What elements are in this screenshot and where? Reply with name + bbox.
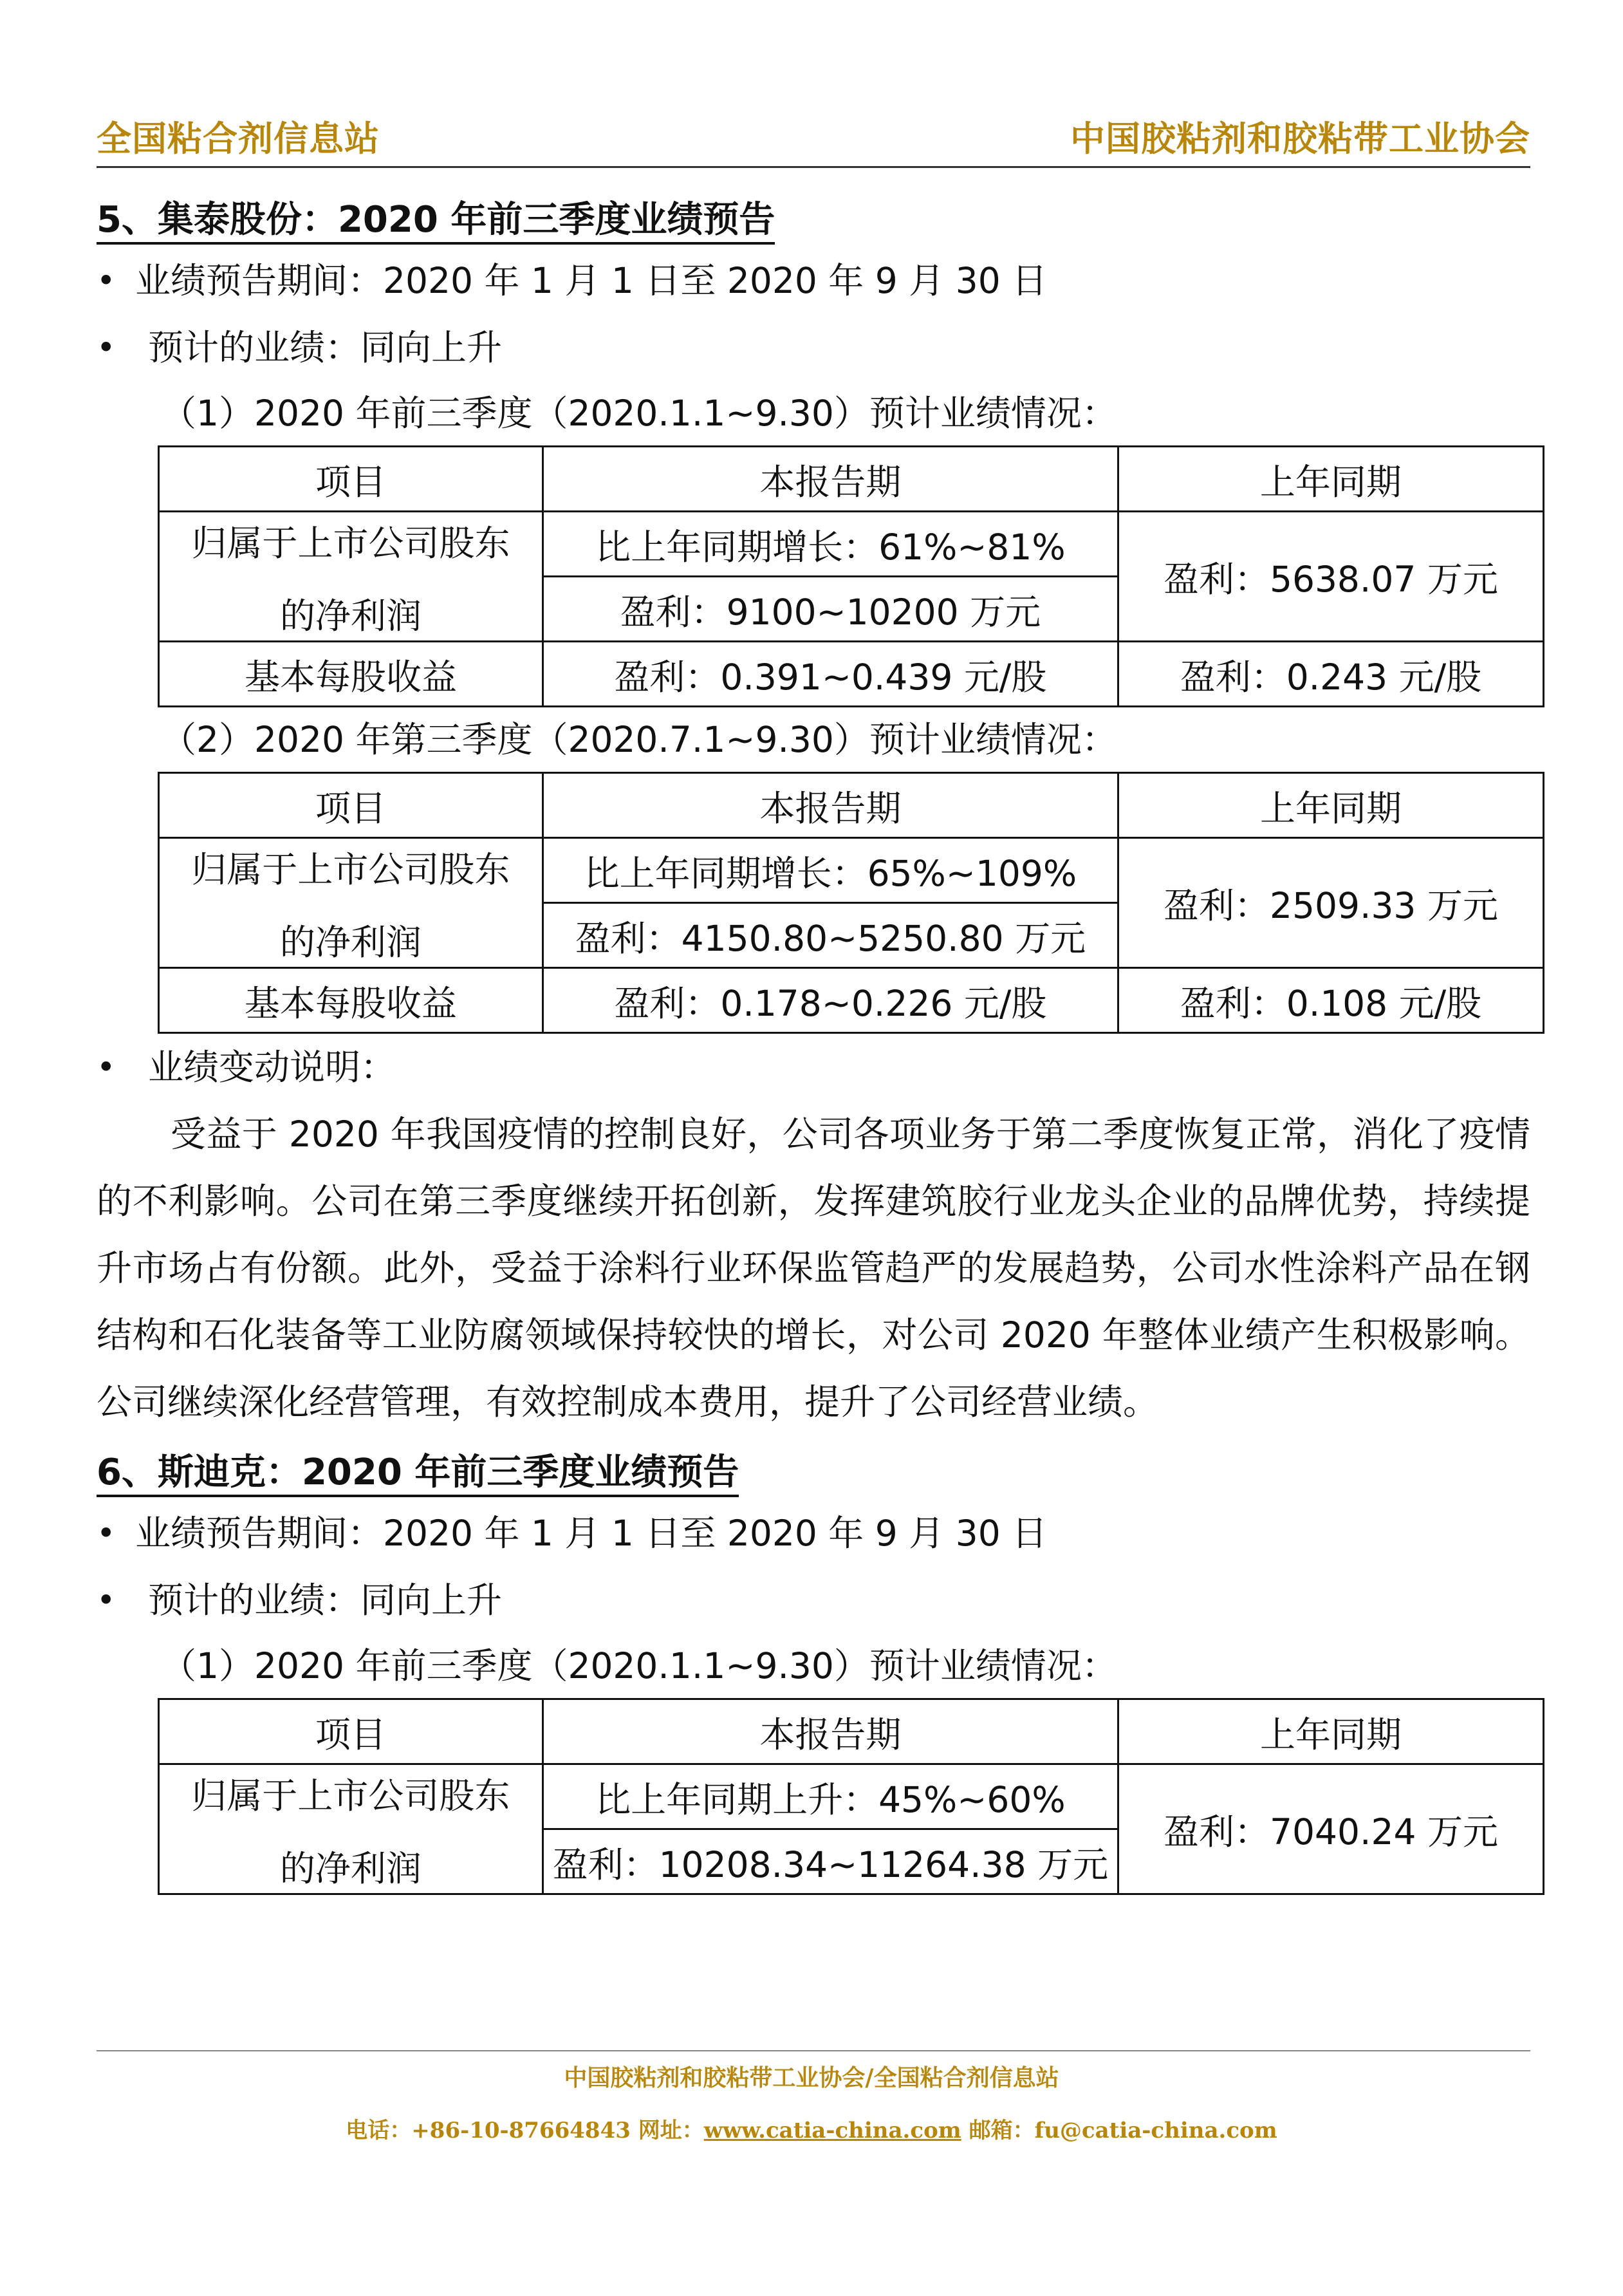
footer-contact (0, 2113, 1623, 2144)
table-row (159, 642, 1544, 707)
table-row (159, 1764, 1544, 1829)
section-5-change-title: • 业绩变动说明： (97, 1034, 1530, 1101)
table-row (159, 838, 1544, 903)
table-header-cell: 本报告期 (543, 773, 1118, 838)
table-header-cell: 上年同期 (1118, 773, 1543, 838)
label-line: 的净利润 (279, 595, 422, 637)
table-cell: 盈利：2509.33 万元 (1118, 838, 1543, 968)
table-cell-label (159, 838, 543, 968)
table-cell: 盈利：7040.24 万元 (1118, 1764, 1543, 1894)
spacer (97, 1435, 1530, 1446)
label-line: 的净利润 (279, 1847, 422, 1889)
section-5-title: 5、集泰股份：2020 年前三季度业绩预告 (97, 193, 1530, 247)
table-header-cell: 本报告期 (543, 1699, 1118, 1764)
table-cell: 盈利：0.108 元/股 (1118, 968, 1543, 1033)
table-header-cell: 上年同期 (1118, 447, 1543, 512)
section-6-period: • 业绩预告期间：2020 年 1 月 1 日至 2020 年 9 月 30 日 (97, 1500, 1530, 1567)
footer-divider (97, 2050, 1530, 2051)
table-cell-label (159, 1764, 543, 1894)
section-6-expected: • 预计的业绩：同向上升 (97, 1567, 1530, 1634)
table-cell: 比上年同期增长：61%~81% (543, 512, 1118, 577)
section-6-title: 6、斯迪克：2020 年前三季度业绩预告 (97, 1446, 1530, 1500)
table-row (159, 968, 1544, 1033)
table-cell: 比上年同期增长：65%~109% (543, 838, 1118, 903)
table-cell-label: 基本每股收益 (159, 968, 543, 1033)
section-5-table2 (158, 772, 1544, 1034)
page-header (97, 115, 1530, 168)
table-row (159, 512, 1544, 577)
table-header-cell: 上年同期 (1118, 1699, 1543, 1764)
table-header-cell: 本报告期 (543, 447, 1118, 512)
table-cell: 盈利：10208.34~11264.38 万元 (543, 1829, 1118, 1894)
section-5-period: • 业绩预告期间：2020 年 1 月 1 日至 2020 年 9 月 30 日 (97, 247, 1530, 314)
label-line: 归属于上市公司股东 (191, 1775, 510, 1816)
table-cell: 盈利：0.243 元/股 (1118, 642, 1543, 707)
main-content (97, 193, 1530, 1895)
section-5-change-text: 受益于 2020 年我国疫情的控制良好，公司各项业务于第二季度恢复正常，消化了疫情的不利影响。公司在第三季度继续开拓创新，发挥建筑胶行业龙头企业的品牌优势，持续提升市场占有份额。此外，受益于涂料行业环保监管趋严的发展趋势，公司水性涂料产品在钢结构和石化装备等工业防腐领域保持较快的增长，对公司 2020 年整体业绩产生积极影响。公司继续深化经营管理，有效控制成本费用，提升了公司经营业绩。 (97, 1114, 1530, 1423)
table-header-cell: 项目 (159, 447, 543, 512)
table-cell: 盈利：0.178~0.226 元/股 (543, 968, 1118, 1033)
section-6-table1-caption: （1）2020 年前三季度（2020.1.1~9.30）预计业绩情况： (161, 1645, 1117, 1686)
header-left-title: 全国粘合剂信息站 (97, 118, 380, 159)
section-5-table2-caption: （2）2020 年第三季度（2020.7.1~9.30）预计业绩情况： (161, 719, 1117, 760)
footer-website-link[interactable]: www.catia-china.com (703, 2118, 961, 2143)
label-line: 归属于上市公司股东 (191, 522, 510, 564)
section-6-table1 (158, 1698, 1544, 1895)
table-cell: 比上年同期上升：45%~60% (543, 1764, 1118, 1829)
table-cell: 盈利：4150.80~5250.80 万元 (543, 903, 1118, 968)
header-right-title: 中国胶粘剂和胶粘带工业协会 (1070, 118, 1530, 159)
section-5-expected: • 预计的业绩：同向上升 (97, 314, 1530, 381)
table-cell: 盈利：0.391~0.439 元/股 (543, 642, 1118, 707)
table-header-row (159, 447, 1544, 512)
table-header-row (159, 773, 1544, 838)
section-5-table1 (158, 445, 1544, 707)
footer-organization: 中国胶粘剂和胶粘带工业协会/全国粘合剂信息站 (564, 2064, 1059, 2091)
table-cell: 盈利：5638.07 万元 (1118, 512, 1543, 642)
footer-email: 邮箱：fu@catia-china.com (961, 2118, 1277, 2143)
section-5-table1-caption: （1）2020 年前三季度（2020.1.1~9.30）预计业绩情况： (161, 393, 1117, 434)
label-line: 的净利润 (279, 921, 422, 963)
table-header-cell: 项目 (159, 773, 543, 838)
footer-phone: 电话：+86-10-87664843 网址： (346, 2118, 704, 2143)
table-cell: 盈利：9100~10200 万元 (543, 577, 1118, 642)
table-cell-label (159, 512, 543, 642)
table-header-row (159, 1699, 1544, 1764)
label-line: 归属于上市公司股东 (191, 848, 510, 890)
table-cell-label: 基本每股收益 (159, 642, 543, 707)
table-header-cell: 项目 (159, 1699, 543, 1764)
